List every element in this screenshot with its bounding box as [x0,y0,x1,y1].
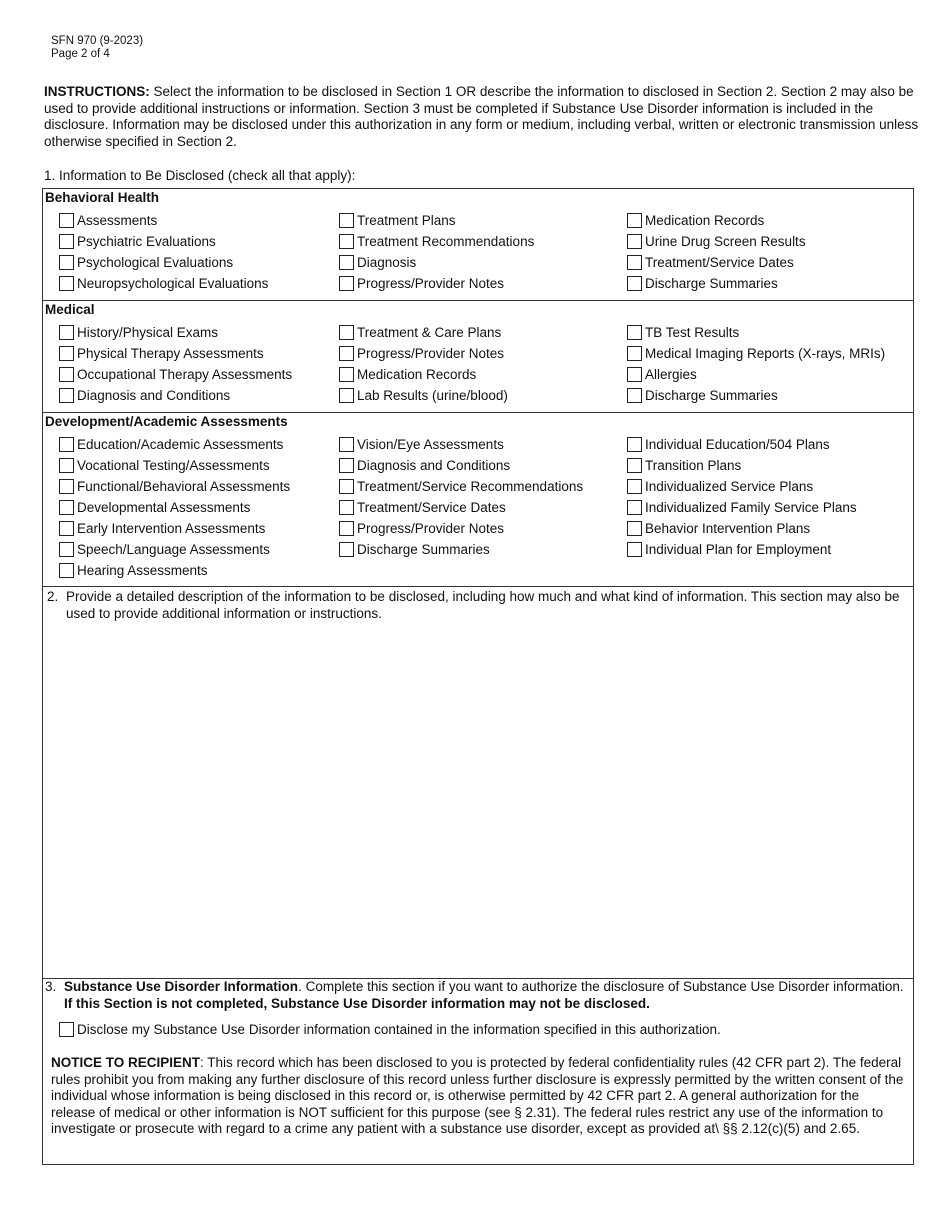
checkbox[interactable] [627,388,642,403]
checkbox[interactable] [339,542,354,557]
checkbox-option[interactable] [59,273,268,294]
checkbox-label: Physical Therapy Assessments [77,346,264,361]
checkbox[interactable] [339,325,354,340]
checkbox-label: Progress/Provider Notes [357,346,505,361]
checkbox-label: Treatment/Service Recommendations [357,479,584,494]
development-col-3 [627,434,857,560]
checkbox-label: Developmental Assessments [77,500,251,515]
checkbox-label: Medical Imaging Reports (X-rays, MRIs) [645,346,886,361]
section3-heading [45,979,911,1012]
checkbox[interactable] [627,325,642,340]
checkbox-label: Functional/Behavioral Assessments [77,479,291,494]
development-col-1 [59,434,290,581]
checkbox-label: Discharge Summaries [645,276,778,291]
checkbox[interactable] [59,234,74,249]
checkbox[interactable] [59,276,74,291]
checkbox-label: Discharge Summaries [357,542,490,557]
checkbox[interactable] [627,458,642,473]
behavioral-col-3 [627,210,806,294]
checkbox-label: Neuropsychological Evaluations [77,276,269,291]
checkbox-option[interactable] [59,497,290,518]
checkbox-option[interactable] [627,434,857,455]
checkbox-option[interactable] [339,364,508,385]
checkbox-option[interactable] [339,385,508,406]
checkbox[interactable] [627,367,642,382]
section2-text: Provide a detailed description of the information to be disclosed, including how much and what kind of information. This section may also be used to provide additional information or instructions. [66,589,900,621]
checkbox-option[interactable] [59,231,268,252]
development-col-2 [339,434,583,560]
checkbox[interactable] [339,276,354,291]
checkbox[interactable] [59,388,74,403]
checkbox-label: Lab Results (urine/blood) [357,388,508,403]
checkbox-label: Allergies [645,367,697,382]
checkbox-option[interactable] [59,560,290,581]
checkbox[interactable] [339,521,354,536]
checkbox[interactable] [59,325,74,340]
checkbox[interactable] [627,255,642,270]
checkbox-option[interactable] [339,434,583,455]
checkbox[interactable] [339,388,354,403]
checkbox-label: Treatment & Care Plans [357,325,502,340]
section3-number: 3. [45,979,57,994]
notice-text: : This record which has been disclosed to you is protected by federal confidentiality rules (42 CFR part 2). The federal rules prohibit you from making any further disclosure of this record unless further disclosure is expressly permitted by the written consent of the individual whose information is being disclosed in this record or, is otherwise permitted by 42 CFR part 2. A general authorization for the release of medical or other information is NOT sufficient for this purpose (see § 2.31). The federal rules restrict any use of the information to investigate or prosecute with regard to a crime any patient with a substance use disorder, except as provided at\ §§ 2.12(c)(5) and 2.65. [51,1055,904,1137]
checkbox-label: Medication Records [645,213,765,228]
checkbox-option[interactable] [59,476,290,497]
checkbox-label: Diagnosis and Conditions [357,458,511,473]
checkbox-label: Hearing Assessments [77,563,208,578]
checkbox-label: Treatment/Service Dates [357,500,506,515]
checkbox[interactable] [339,458,354,473]
checkbox-option[interactable] [627,476,857,497]
checkbox-option[interactable] [339,539,583,560]
checkbox-option[interactable] [627,385,885,406]
checkbox[interactable] [339,234,354,249]
development-heading: Development/Academic Assessments [45,414,288,429]
checkbox[interactable] [339,500,354,515]
checkbox-option[interactable] [59,322,292,343]
checkbox[interactable] [339,437,354,452]
checkbox[interactable] [627,346,642,361]
section3-substance-use [43,979,913,1165]
checkbox-label: Diagnosis [357,255,417,270]
behavioral-col-2 [339,210,534,294]
instructions-text: Select the information to be disclosed in Section 1 OR describe the information to disclosed in Section 2. Section 2 may also be used to provide additional instructions or information. Section 3 must be completed if Substance Use Disorder information is included in the disclosure. Information may be disclosed under this authorization in any form or medium, including verbal, written or electronic transmission unless otherwise specified in Section 2. [44,84,919,149]
checkbox-option[interactable] [627,364,885,385]
checkbox-option[interactable] [627,539,857,560]
checkbox-label: Behavior Intervention Plans [645,521,811,536]
form-header [51,35,143,61]
checkbox-option[interactable] [59,252,268,273]
section1-title: 1. Information to Be Disclosed (check all that apply): [44,168,356,183]
notice-label: NOTICE TO RECIPIENT [51,1055,201,1070]
checkbox[interactable] [339,479,354,494]
checkbox[interactable] [59,521,74,536]
checkbox-option[interactable] [59,518,290,539]
checkbox[interactable] [339,346,354,361]
checkbox-label: Education/Academic Assessments [77,437,284,452]
checkbox[interactable] [59,542,74,557]
checkbox-label: Progress/Provider Notes [357,521,505,536]
checkbox-option[interactable] [339,210,534,231]
checkbox[interactable] [339,255,354,270]
behavioral-col-1 [59,210,268,294]
checkbox-label: Occupational Therapy Assessments [77,367,293,382]
checkbox[interactable] [627,234,642,249]
checkbox-option[interactable] [339,322,508,343]
checkbox-label: Progress/Provider Notes [357,276,505,291]
checkbox-option[interactable] [627,231,806,252]
page-number: Page 2 of 4 [51,48,110,60]
medical-col-3 [627,322,885,406]
checkbox-label: Urine Drug Screen Results [645,234,806,249]
instructions [44,84,924,150]
checkbox-label: TB Test Results [645,325,740,340]
checkbox[interactable] [59,563,74,578]
checkbox-option[interactable] [627,273,806,294]
checkbox[interactable] [339,213,354,228]
checkbox-label: Diagnosis and Conditions [77,388,231,403]
section3-text: . Complete this section if you want to authorize the disclosure of Substance Use Disorder information. [298,979,904,994]
checkbox-option[interactable] [627,343,885,364]
checkbox-option[interactable] [339,455,583,476]
notice-to-recipient [51,1055,907,1138]
checkbox[interactable] [627,479,642,494]
checkbox-label: History/Physical Exams [77,325,219,340]
checkbox-label: Treatment Recommendations [357,234,535,249]
checkbox-option[interactable] [339,343,508,364]
checkbox[interactable] [59,213,74,228]
checkbox[interactable] [59,479,74,494]
checkbox-label: Treatment Plans [357,213,456,228]
checkbox-option[interactable] [627,455,857,476]
checkbox-label: Assessments [77,213,158,228]
checkbox-option[interactable] [627,497,857,518]
sud-disclose-checkbox[interactable] [59,1022,74,1037]
checkbox-option[interactable] [339,497,583,518]
checkbox[interactable] [59,500,74,515]
checkbox-option[interactable] [339,252,534,273]
checkbox[interactable] [627,542,642,557]
checkbox-label: Individual Plan for Employment [645,542,832,557]
instructions-label: INSTRUCTIONS: [44,84,150,99]
sud-disclose-option[interactable] [59,1019,721,1040]
checkbox-label: Psychiatric Evaluations [77,234,216,249]
checkbox[interactable] [627,213,642,228]
checkbox-option[interactable] [59,385,292,406]
checkbox[interactable] [59,458,74,473]
checkbox-label: Medication Records [357,367,477,382]
checkbox-label: Early Intervention Assessments [77,521,266,536]
checkbox[interactable] [627,276,642,291]
checkbox-label: Transition Plans [645,458,742,473]
checkbox-option[interactable] [339,231,534,252]
checkbox-option[interactable] [59,364,292,385]
form-id: SFN 970 (9-2023) [51,35,144,47]
checkbox-label: Treatment/Service Dates [645,255,794,270]
checkbox-label: Individualized Service Plans [645,479,814,494]
checkbox-label: Discharge Summaries [645,388,778,403]
section2-description-area[interactable] [43,587,913,979]
checkbox-label: Vision/Eye Assessments [357,437,504,452]
checkbox-option[interactable] [59,455,290,476]
checkbox-option[interactable] [627,210,806,231]
checkbox-option[interactable] [339,476,583,497]
development-section [43,413,913,587]
checkbox-option[interactable] [339,518,583,539]
checkbox-label: Vocational Testing/Assessments [77,458,270,473]
medical-col-2 [339,322,508,406]
checkbox[interactable] [59,255,74,270]
checkbox-option[interactable] [627,322,885,343]
checkbox[interactable] [59,437,74,452]
checkbox-option[interactable] [59,343,292,364]
checkbox[interactable] [59,367,74,382]
checkbox-label: Individualized Family Service Plans [645,500,857,515]
checkbox[interactable] [627,437,642,452]
checkbox[interactable] [627,500,642,515]
disclosure-form-frame [42,188,914,1165]
medical-heading: Medical [45,302,95,317]
behavioral-health-section [43,189,913,301]
checkbox[interactable] [59,346,74,361]
section3-warning: If this Section is not completed, Substance Use Disorder information may not be disclosed. [64,995,650,1011]
checkbox-option[interactable] [59,434,290,455]
section3-title: Substance Use Disorder Information [64,979,299,994]
medical-col-1 [59,322,292,406]
checkbox-label: Individual Education/504 Plans [645,437,830,452]
checkbox-option[interactable] [627,252,806,273]
checkbox[interactable] [339,367,354,382]
checkbox-label: Psychological Evaluations [77,255,234,270]
checkbox-option[interactable] [59,539,290,560]
sud-disclose-label: Disclose my Substance Use Disorder information contained in the information specified in this authorization. [77,1022,721,1037]
checkbox-option[interactable] [59,210,268,231]
checkbox-label: Speech/Language Assessments [77,542,270,557]
checkbox[interactable] [627,521,642,536]
checkbox-option[interactable] [627,518,857,539]
medical-section [43,301,913,413]
section2-prompt [47,589,913,622]
behavioral-health-heading: Behavioral Health [45,190,160,205]
checkbox-option[interactable] [339,273,534,294]
section2-number: 2. [47,589,59,604]
